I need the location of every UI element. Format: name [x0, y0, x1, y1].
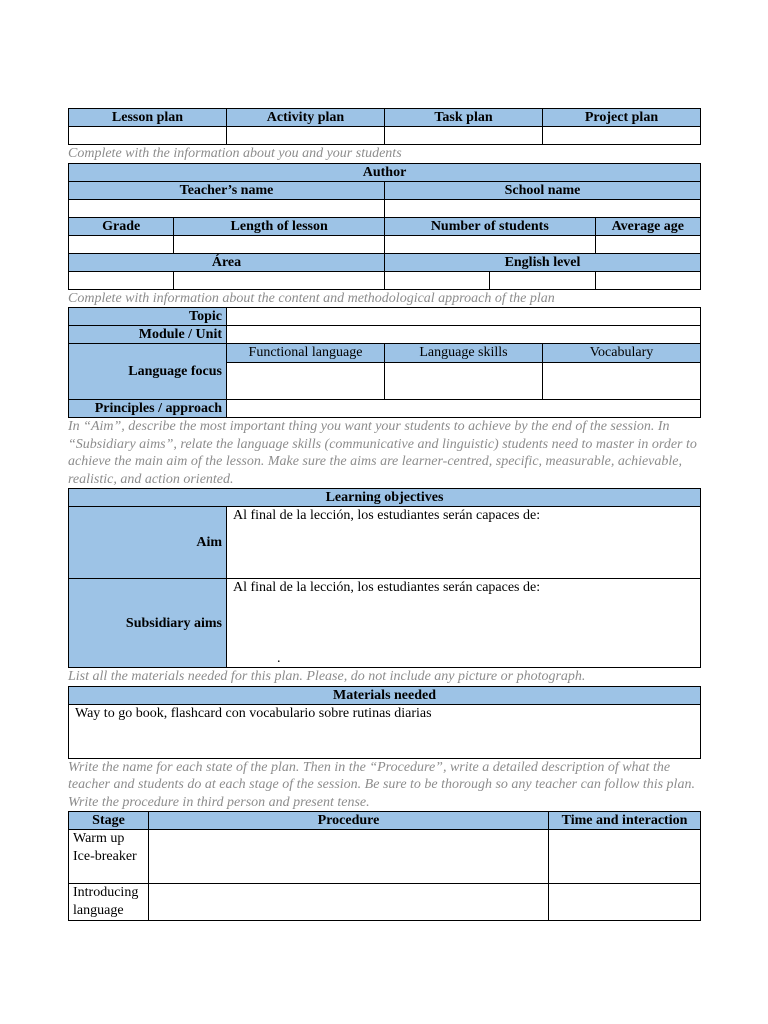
area-label: Área	[69, 253, 385, 271]
length-of-lesson-field[interactable]	[174, 235, 385, 253]
learning-objectives-table	[68, 488, 701, 668]
plan-type-activity: Activity plan	[227, 109, 385, 127]
topic-field[interactable]	[227, 308, 701, 326]
subsidiary-aims-label: Subsidiary aims	[69, 579, 227, 668]
author-title: Author	[69, 163, 701, 181]
school-name-field[interactable]	[384, 199, 700, 217]
language-skills-field[interactable]	[385, 363, 543, 400]
number-of-students-field[interactable]	[384, 235, 595, 253]
english-level-label: English level	[384, 253, 700, 271]
subsidiary-aims-text: Al final de la lección, los estudiantes serán capaces de:	[233, 580, 541, 595]
time-interaction-header: Time and interaction	[549, 812, 701, 830]
grade-label: Grade	[69, 217, 174, 235]
plan-type-lesson-cell[interactable]	[69, 127, 227, 145]
plan-type-project-cell[interactable]	[543, 127, 701, 145]
learning-objectives-title: Learning objectives	[69, 489, 701, 507]
subsidiary-aims-dot: .	[277, 651, 281, 666]
stage-cell[interactable]: Warm up Ice-breaker	[69, 830, 149, 884]
note-author: Complete with the information about you and your students	[68, 146, 402, 161]
table-row	[69, 884, 701, 921]
materials-field[interactable]: Way to go book, flashcard con vocabulario sobre rutinas diarias	[69, 704, 701, 758]
principles-field[interactable]	[227, 400, 701, 418]
procedure-cell[interactable]	[149, 830, 549, 884]
english-level-field-2[interactable]	[490, 271, 595, 289]
plan-type-activity-cell[interactable]	[227, 127, 385, 145]
teacher-name-label: Teacher’s name	[69, 181, 385, 199]
materials-table	[68, 686, 701, 759]
time-interaction-cell[interactable]	[549, 830, 701, 884]
english-level-field-1[interactable]	[384, 271, 489, 289]
procedure-header: Procedure	[149, 812, 549, 830]
author-table	[68, 163, 701, 290]
note-content: Complete with information about the content and methodological approach of the plan	[68, 290, 555, 306]
stage-header: Stage	[69, 812, 149, 830]
principles-label: Principles / approach	[69, 400, 227, 418]
plan-type-project: Project plan	[543, 109, 701, 127]
teacher-name-field[interactable]	[69, 199, 385, 217]
plan-type-task: Task plan	[385, 109, 543, 127]
functional-language-field[interactable]	[227, 363, 385, 400]
vocabulary-field[interactable]	[543, 363, 701, 400]
english-level-field-3[interactable]	[595, 271, 700, 289]
functional-language-label: Functional language	[227, 344, 385, 363]
content-table	[68, 307, 701, 418]
time-interaction-cell[interactable]	[549, 884, 701, 921]
number-of-students-label: Number of students	[384, 217, 595, 235]
average-age-field[interactable]	[595, 235, 700, 253]
grade-field[interactable]	[69, 235, 174, 253]
language-skills-label: Language skills	[385, 344, 543, 363]
procedure-cell[interactable]	[149, 884, 549, 921]
module-unit-field[interactable]	[227, 326, 701, 344]
subsidiary-aims-field[interactable]	[227, 579, 701, 668]
table-row	[69, 830, 701, 884]
materials-title: Materials needed	[69, 686, 701, 704]
aim-field[interactable]: Al final de la lección, los estudiantes serán capaces de:	[227, 507, 701, 579]
note-procedure: Write the name for each state of the plan. Then in the “Procedure”, write a detailed description of what the teacher and students do at each stage of the session. Be sure to be thorough so any teacher can follow this plan. Write the procedure in third person and present tense.	[68, 759, 695, 810]
module-unit-label: Module / Unit	[69, 326, 227, 344]
vocabulary-label: Vocabulary	[543, 344, 701, 363]
language-focus-label: Language focus	[69, 344, 227, 400]
plan-type-table	[68, 108, 701, 145]
note-materials: List all the materials needed for this plan. Please, do not include any picture or photograph.	[68, 669, 586, 684]
topic-label: Topic	[69, 308, 227, 326]
length-of-lesson-label: Length of lesson	[174, 217, 385, 235]
aim-label: Aim	[69, 507, 227, 579]
procedure-table	[68, 811, 701, 921]
lesson-plan-form	[68, 108, 701, 921]
stage-cell[interactable]: Introducing language	[69, 884, 149, 921]
plan-type-task-cell[interactable]	[385, 127, 543, 145]
area-field-1[interactable]	[69, 271, 174, 289]
area-field-2[interactable]	[174, 271, 385, 289]
note-aims: In “Aim”, describe the most important thing you want your students to achieve by the end of the session. In “Subsidiary aims”, relate the language skills (communicative and linguistic) students need to master in order to achieve the main aim of the lesson. Make sure the aims are learner-centred, specific, measurable, achievable, realistic, and action oriented.	[68, 419, 697, 487]
average-age-label: Average age	[595, 217, 700, 235]
school-name-label: School name	[384, 181, 700, 199]
plan-type-lesson: Lesson plan	[69, 109, 227, 127]
